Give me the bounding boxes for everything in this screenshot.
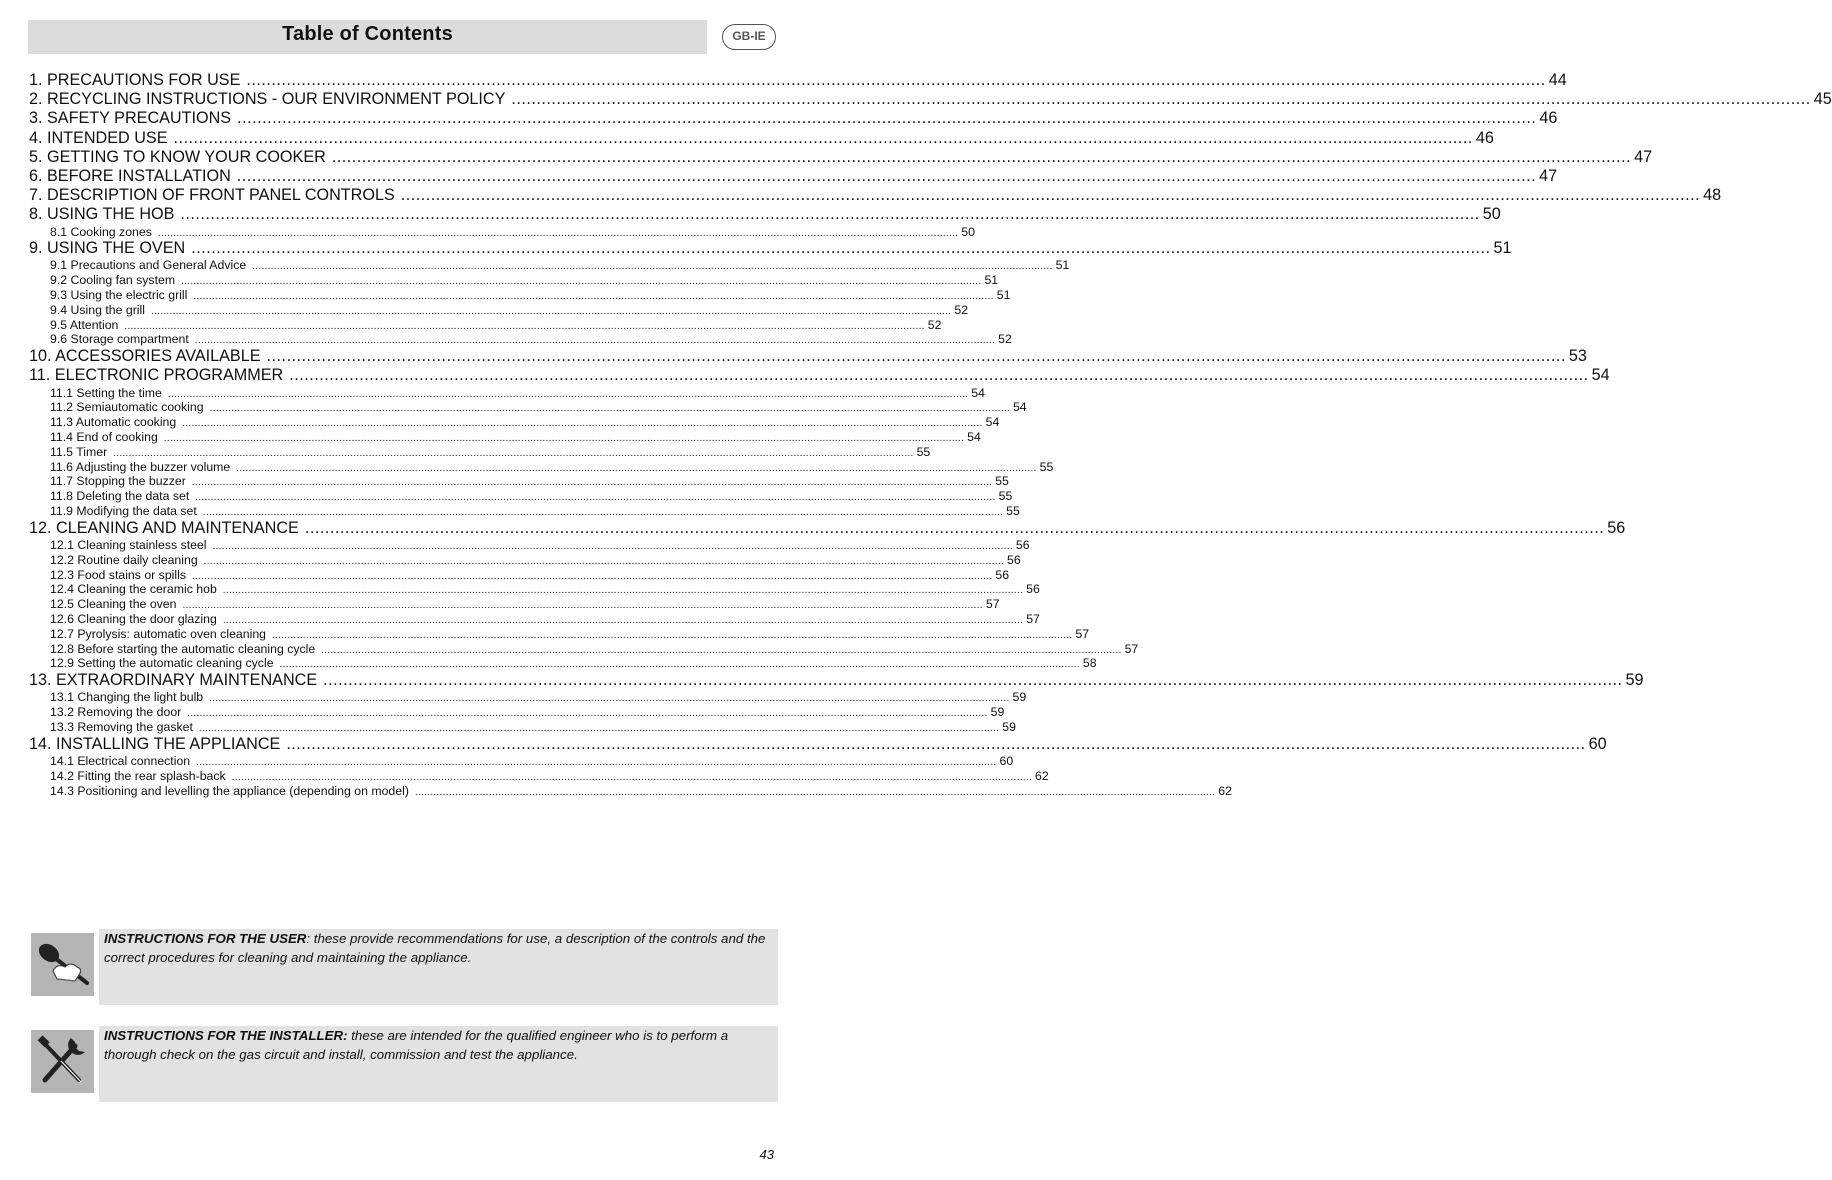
toc-dot-leader: ....................................................................................................................................................................................................................................................................: [187, 708, 988, 720]
toc-dot-leader: ....................................................................................................................................................................................................................................................................: [157, 227, 959, 239]
toc-dot-leader: ....................................................................................................................................................................................................................................................................: [173, 128, 1473, 147]
user-instructions-box: [99, 929, 778, 1005]
user-instructions-text: [104, 930, 776, 967]
toc-dot-leader: ....................................................................................................................................................................................................................................................................: [266, 347, 1566, 366]
toc-section: [29, 552, 1021, 568]
toc-entry-title: 12.7 Pyrolysis: automatic oven cleaning: [50, 626, 266, 641]
toc-dot-leader: ....................................................................................................................................................................................................................................................................: [323, 671, 1623, 690]
toc-entry-title: 9. USING THE OVEN: [29, 239, 186, 258]
installer-instructions-box: [99, 1026, 778, 1102]
toc-section: [29, 489, 1013, 504]
toc-chapter: [29, 166, 1558, 186]
toc-dot-leader: ....................................................................................................................................................................................................................................................................: [167, 388, 969, 400]
toc-dot-leader: ....................................................................................................................................................................................................................................................................: [400, 186, 1701, 205]
toc-page-number: 50: [961, 224, 975, 239]
toc-entry-title: 8. USING THE HOB: [29, 205, 175, 224]
installer-instructions-text: [104, 1027, 776, 1064]
toc-dot-leader: ....................................................................................................................................................................................................................................................................: [202, 507, 1004, 519]
toc-dot-leader: ....................................................................................................................................................................................................................................................................: [203, 555, 1005, 567]
toc-section: [29, 611, 1040, 627]
toc-dot-leader: ....................................................................................................................................................................................................................................................................: [192, 570, 993, 582]
toc-entry-title: 11.8 Deleting the data set: [50, 489, 190, 504]
toc-section: [29, 768, 1049, 784]
toc-entry-title: 12.5 Cleaning the oven: [50, 597, 177, 612]
installer-instructions-heading: INSTRUCTIONS FOR THE INSTALLER:: [104, 1028, 348, 1043]
toc-section: [29, 705, 1005, 720]
toc-page-number: 54: [971, 385, 985, 400]
toc-section: [29, 719, 1016, 735]
toc-page-number: 55: [1006, 504, 1020, 519]
toc-page-number: 51: [1055, 258, 1070, 273]
toc-entry-title: 12.3 Food stains or spills: [50, 567, 187, 582]
toc-entry-title: 12.6 Cleaning the door glazing: [50, 611, 217, 626]
toc-dot-leader: ....................................................................................................................................................................................................................................................................: [193, 291, 994, 303]
toc-dot-leader: ....................................................................................................................................................................................................................................................................: [181, 276, 982, 288]
toc-page-number: 48: [1703, 186, 1722, 205]
toc-entry-title: 4. INTENDED USE: [29, 128, 168, 147]
toc-dot-leader: ....................................................................................................................................................................................................................................................................: [222, 614, 1024, 626]
toc-page-number: 59: [1625, 671, 1644, 690]
toc-entry-title: 12.4 Cleaning the ceramic hob: [50, 582, 217, 597]
toc-entry-title: 12.8 Before starting the automatic cleaning cycle: [50, 641, 316, 656]
toc-chapter: [29, 734, 1607, 754]
toc-dot-leader: ....................................................................................................................................................................................................................................................................: [511, 90, 1811, 109]
toc-page-number: 54: [985, 415, 1000, 430]
toc-section: [29, 332, 1012, 347]
toc-page-number: 56: [1026, 582, 1040, 597]
toc-dot-leader: ....................................................................................................................................................................................................................................................................: [182, 600, 983, 612]
toc-section: [29, 690, 1027, 705]
toc-section: [29, 626, 1090, 642]
toc-entry-title: 11.7 Stopping the buzzer: [50, 474, 186, 489]
toc-entry-title: 14. INSTALLING THE APPLIANCE: [29, 734, 281, 753]
toc-page-number: 55: [995, 474, 1009, 489]
toc-page-number: 55: [916, 444, 931, 459]
toc-dot-leader: ....................................................................................................................................................................................................................................................................: [222, 585, 1024, 597]
toc-dot-leader: ....................................................................................................................................................................................................................................................................: [194, 335, 996, 347]
toc-entry-title: 9.3 Using the electric grill: [50, 288, 188, 303]
toc-page-number: 56: [1607, 518, 1626, 537]
toc-entry-title: 9.2 Cooling fan system: [50, 273, 176, 288]
toc-page-number: 54: [1012, 400, 1027, 415]
toc-section: [29, 459, 1054, 475]
toc-section: [29, 444, 931, 460]
toc-entry-title: 1. PRECAUTIONS FOR USE: [29, 71, 241, 89]
toc-page-number: 54: [967, 430, 981, 445]
toc-entry-title: 14.1 Electrical connection: [50, 753, 191, 768]
user-instructions-body: : these provide recommendations for use, a description of the controls and the correct procedures for cleaning and maintaining the appliance.: [104, 931, 766, 965]
toc-dot-leader: ....................................................................................................................................................................................................................................................................: [236, 166, 1537, 185]
toc-page-number: 54: [1591, 366, 1610, 385]
toc-chapter: [29, 347, 1587, 366]
toc-entry-title: 14.3 Positioning and levelling the appliance (depending on model): [50, 783, 409, 798]
page-title: Table of Contents: [282, 23, 453, 45]
toc-page-number: 56: [1015, 538, 1030, 552]
toc-entry-title: 12.2 Routine daily cleaning: [50, 552, 198, 567]
toc-chapter: [29, 366, 1610, 385]
toc-section: [29, 597, 1000, 612]
toc-page-number: 46: [1475, 128, 1494, 147]
toc-page-number: 62: [1218, 783, 1232, 798]
toc-section: [29, 273, 999, 288]
toc-dot-leader: ....................................................................................................................................................................................................................................................................: [272, 629, 1073, 641]
toc-dot-leader: ....................................................................................................................................................................................................................................................................: [252, 261, 1053, 273]
toc-dot-leader: ....................................................................................................................................................................................................................................................................: [124, 320, 925, 332]
toc-entry-title: 14.2 Fitting the rear splash-back: [50, 768, 226, 783]
toc-dot-leader: ....................................................................................................................................................................................................................................................................: [289, 366, 1589, 385]
toc-entry-title: 6. BEFORE INSTALLATION: [29, 166, 231, 185]
toc-chapter: [29, 205, 1501, 224]
toc-entry-title: 13.1 Changing the light bulb: [50, 690, 204, 705]
toc-page-number: 60: [999, 753, 1014, 768]
toc-entry-title: 9.6 Storage compartment: [50, 332, 189, 347]
toc-section: [29, 641, 1139, 657]
toc-page-number: 44: [1548, 71, 1567, 89]
toc-entry-title: 10. ACCESSORIES AVAILABLE: [29, 347, 261, 366]
toc-dot-leader: ....................................................................................................................................................................................................................................................................: [195, 492, 996, 504]
toc-entry-title: 11.5 Timer: [50, 444, 108, 459]
toc-entry-title: 3. SAFETY PRECAUTIONS: [29, 109, 232, 128]
toc-dot-leader: ....................................................................................................................................................................................................................................................................: [246, 71, 1546, 89]
toc-dot-leader: ....................................................................................................................................................................................................................................................................: [414, 786, 1216, 798]
toc-entry-title: 12.1 Cleaning stainless steel: [50, 538, 207, 552]
toc-entry-title: 7. DESCRIPTION OF FRONT PANEL CONTROLS: [29, 186, 395, 205]
toc-entry-title: 12.9 Setting the automatic cleaning cycle: [50, 656, 274, 671]
toc-page-number: 52: [998, 332, 1012, 347]
toc-chapter: [29, 90, 1832, 109]
toc-chapter: [29, 186, 1722, 205]
toc-section: [29, 430, 981, 445]
toc-dot-leader: ....................................................................................................................................................................................................................................................................: [182, 418, 983, 430]
toc-page-number: 55: [998, 489, 1013, 504]
toc-entry-title: 8.1 Cooking zones: [50, 224, 152, 239]
toc-page-number: 57: [1026, 611, 1040, 626]
toc-chapter: [29, 239, 1512, 258]
toc-entry-title: 9.1 Precautions and General Advice: [50, 258, 247, 273]
toc-entry-title: 13. EXTRAORDINARY MAINTENANCE: [29, 671, 318, 690]
toc-entry-title: 11.1 Setting the time: [50, 385, 162, 400]
toc-dot-leader: ....................................................................................................................................................................................................................................................................: [191, 239, 1491, 258]
toc-page-number: 57: [1124, 641, 1139, 656]
toc-entry-title: 12. CLEANING AND MAINTENANCE: [29, 518, 299, 537]
toc-section: [29, 582, 1040, 597]
toc-entry-title: 9.4 Using the grill: [50, 302, 146, 317]
toc-dot-leader: ....................................................................................................................................................................................................................................................................: [237, 109, 1537, 128]
toc-page-number: 59: [1002, 719, 1016, 734]
toc-section: [29, 224, 975, 240]
toc-entry-title: 5. GETTING TO KNOW YOUR COOKER: [29, 147, 326, 166]
toc-entry-title: 11.4 End of cooking: [50, 430, 158, 445]
toc-entry-title: 11.9 Modifying the data set: [50, 504, 197, 519]
toc-entry-title: 11.2 Semiautomatic cooking: [50, 400, 204, 415]
toc-entry-title: 2. RECYCLING INSTRUCTIONS - OUR ENVIRONMENT POLICY: [29, 90, 506, 109]
toc-dot-leader: ....................................................................................................................................................................................................................................................................: [286, 734, 1586, 753]
chef-spoon-icon: [31, 933, 94, 996]
toc-section: [29, 415, 1000, 430]
toc-page-number: 47: [1634, 147, 1653, 166]
toc-dot-leader: ....................................................................................................................................................................................................................................................................: [209, 403, 1010, 415]
toc-page-number: 51: [1493, 239, 1512, 258]
toc-page-number: 47: [1539, 166, 1558, 185]
toc-dot-leader: ....................................................................................................................................................................................................................................................................: [163, 433, 965, 445]
toc-section: [29, 400, 1027, 415]
toc-section: [29, 317, 942, 333]
tools-icon: [31, 1030, 94, 1093]
table-of-contents: [29, 71, 1832, 798]
toc-section: [29, 385, 985, 401]
toc-entry-title: 11.3 Automatic cooking: [50, 415, 177, 430]
toc-page-number: 57: [985, 597, 1000, 612]
toc-page-number: 56: [995, 567, 1010, 582]
toc-entry-title: 9.5 Attention: [50, 317, 119, 332]
toc-entry-title: 11.6 Adjusting the buzzer volume: [50, 459, 231, 474]
toc-page-number: 46: [1539, 109, 1558, 128]
toc-chapter: [29, 518, 1626, 538]
toc-page-number: 53: [1568, 347, 1587, 366]
language-badge: GB-IE: [722, 24, 776, 50]
toc-dot-leader: ....................................................................................................................................................................................................................................................................: [236, 462, 1037, 474]
toc-dot-leader: ....................................................................................................................................................................................................................................................................: [209, 693, 1010, 705]
toc-dot-leader: ....................................................................................................................................................................................................................................................................: [198, 722, 1000, 734]
toc-page-number: 55: [1039, 459, 1054, 474]
toc-page-number: 58: [1082, 656, 1097, 671]
toc-section: [29, 288, 1011, 303]
toc-dot-leader: ....................................................................................................................................................................................................................................................................: [231, 771, 1033, 783]
toc-section: [29, 474, 1009, 489]
toc-section: [29, 302, 969, 318]
toc-dot-leader: ....................................................................................................................................................................................................................................................................: [113, 447, 914, 459]
toc-chapter: [29, 71, 1567, 90]
toc-dot-leader: ....................................................................................................................................................................................................................................................................: [321, 644, 1122, 656]
toc-page-number: 62: [1035, 768, 1049, 783]
toc-page-number: 56: [1007, 552, 1021, 567]
toc-chapter: [29, 147, 1653, 167]
toc-dot-leader: ....................................................................................................................................................................................................................................................................: [279, 659, 1080, 671]
toc-dot-leader: ....................................................................................................................................................................................................................................................................: [151, 305, 952, 317]
toc-section: [29, 753, 1014, 769]
toc-entry-title: 13.2 Removing the door: [50, 705, 182, 720]
toc-section: [29, 504, 1020, 519]
toc-entry-title: 13.3 Removing the gasket: [50, 719, 193, 734]
toc-page-number: 45: [1813, 90, 1832, 109]
toc-section: [29, 567, 1010, 583]
toc-page-number: 60: [1588, 734, 1607, 753]
toc-section: [29, 258, 1070, 273]
toc-chapter: [29, 109, 1558, 128]
toc-page-number: 59: [990, 705, 1005, 720]
toc-page-number: 51: [984, 273, 999, 288]
toc-chapter: [29, 671, 1644, 690]
toc-dot-leader: ....................................................................................................................................................................................................................................................................: [191, 477, 993, 489]
toc-dot-leader: ....................................................................................................................................................................................................................................................................: [180, 205, 1480, 224]
header-bar: [28, 20, 707, 54]
toc-page-number: 51: [996, 288, 1011, 303]
toc-chapter: [29, 128, 1494, 148]
toc-section: [29, 538, 1030, 553]
page-number: 43: [759, 1147, 774, 1162]
toc-dot-leader: ....................................................................................................................................................................................................................................................................: [212, 541, 1013, 552]
installer-instructions-body: these are intended for the qualified engineer who is to perform a thorough check on the gas circuit and install, commission and test the appliance.: [104, 1028, 729, 1062]
toc-page-number: 52: [954, 302, 969, 317]
toc-section: [29, 656, 1097, 671]
toc-page-number: 50: [1482, 205, 1501, 224]
toc-dot-leader: ....................................................................................................................................................................................................................................................................: [331, 147, 1632, 166]
toc-page-number: 57: [1075, 626, 1090, 641]
toc-page-number: 52: [927, 317, 942, 332]
toc-section: [29, 783, 1232, 799]
toc-dot-leader: ....................................................................................................................................................................................................................................................................: [304, 518, 1605, 537]
user-instructions-heading: INSTRUCTIONS FOR THE USER: [104, 931, 307, 946]
toc-page-number: 59: [1012, 690, 1027, 705]
toc-dot-leader: ....................................................................................................................................................................................................................................................................: [196, 756, 997, 768]
toc-entry-title: 11. ELECTRONIC PROGRAMMER: [29, 366, 284, 385]
